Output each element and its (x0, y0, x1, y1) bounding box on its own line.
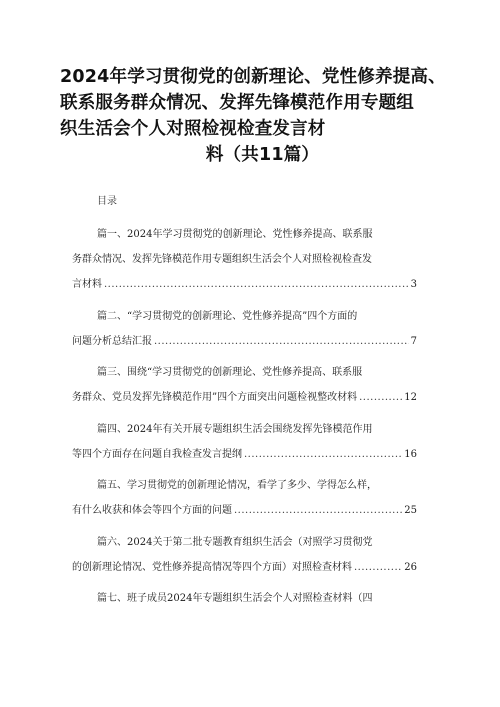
toc-page-number: 3 (410, 279, 417, 290)
toc-entry-text: 的创新理论情况、党性修养提高情况等四个方面）对照检查材料 (72, 561, 352, 573)
title-line-1: 2024年学习贯彻党的创新理论、党性修养提高、 (60, 67, 446, 87)
toc-page-number: 25 (404, 505, 417, 516)
toc-entry[interactable] (72, 473, 417, 523)
toc-entry[interactable] (72, 304, 417, 354)
toc-entry-text: 等四个方面存在问题自我检查发言提纲 (72, 448, 242, 460)
toc-entry[interactable] (72, 586, 417, 611)
toc-entry-last-line (72, 329, 417, 354)
toc-entry-line: 篇四、2024年有关开展专题组织生活会围绕发挥先锋模范作用 (97, 423, 373, 435)
toc-leader-dots (154, 329, 409, 354)
toc-entry-text: 有什么收获和体会等四个方面的问题 (72, 505, 232, 516)
toc-entry[interactable] (72, 530, 417, 580)
toc-entry-text: 言材料 (72, 279, 102, 290)
toc-leader-dots (244, 442, 402, 467)
toc-entry-line: 篇三、围绕“学习贯彻党的创新理论、党性修养提高、联系服 (97, 367, 363, 378)
title-line-2: 联系服务群众情况、发挥先锋模范作用专题组 (60, 93, 414, 113)
toc-leader-dots (354, 555, 402, 580)
document-title (60, 64, 445, 168)
toc-entry-last-line (72, 442, 417, 467)
toc-entry-line: 篇一、2024年学习贯彻党的创新理论、党性修养提高、联系服 (97, 229, 373, 240)
toc-entry-last-line (72, 385, 417, 410)
toc-entry-line: 篇六、2024关于第二批专题教育组织生活会（对照学习贯彻党 (97, 536, 373, 548)
toc-entry-line: 篇二、“学习贯彻党的创新理论、党性修养提高”四个方面的 (97, 310, 358, 322)
toc-entry-last-line (72, 272, 417, 297)
toc-page-number: 16 (404, 448, 417, 460)
toc-page-number: 12 (404, 392, 417, 403)
toc-entry[interactable] (72, 360, 417, 410)
toc-entry-text: 问题分析总结汇报 (72, 335, 152, 347)
toc-entry-line: 篇七、班子成员2024年专题组织生活会个人对照检查材料（四 (97, 593, 373, 604)
toc-entry[interactable] (72, 222, 417, 297)
toc-entry-line: 篇五、学习贯彻党的创新理论情况，看学了多少、学得怎么样， (97, 480, 377, 491)
toc-heading: 目录 (97, 196, 117, 207)
toc-entry-text: 务群众、党员发挥先锋模范作用”四个方面突出问题检视整改材料 (72, 392, 358, 403)
toc-leader-dots (359, 385, 402, 410)
table-of-contents (72, 222, 417, 618)
toc-leader-dots (234, 498, 402, 523)
toc-entry[interactable] (72, 417, 417, 467)
toc-page-number: 26 (404, 561, 417, 573)
toc-leader-dots (104, 272, 409, 297)
toc-entry-last-line (72, 555, 417, 580)
toc-entry-line: 务群众情况、发挥先锋模范作用专题组织生活会个人对照检视检查发 (72, 254, 372, 265)
toc-page-number: 7 (410, 335, 417, 347)
title-line-4: 料（共11篇） (205, 145, 320, 165)
title-line-3: 织生活会个人对照检视检查发言材 (60, 119, 326, 139)
toc-entry-last-line (72, 498, 417, 523)
